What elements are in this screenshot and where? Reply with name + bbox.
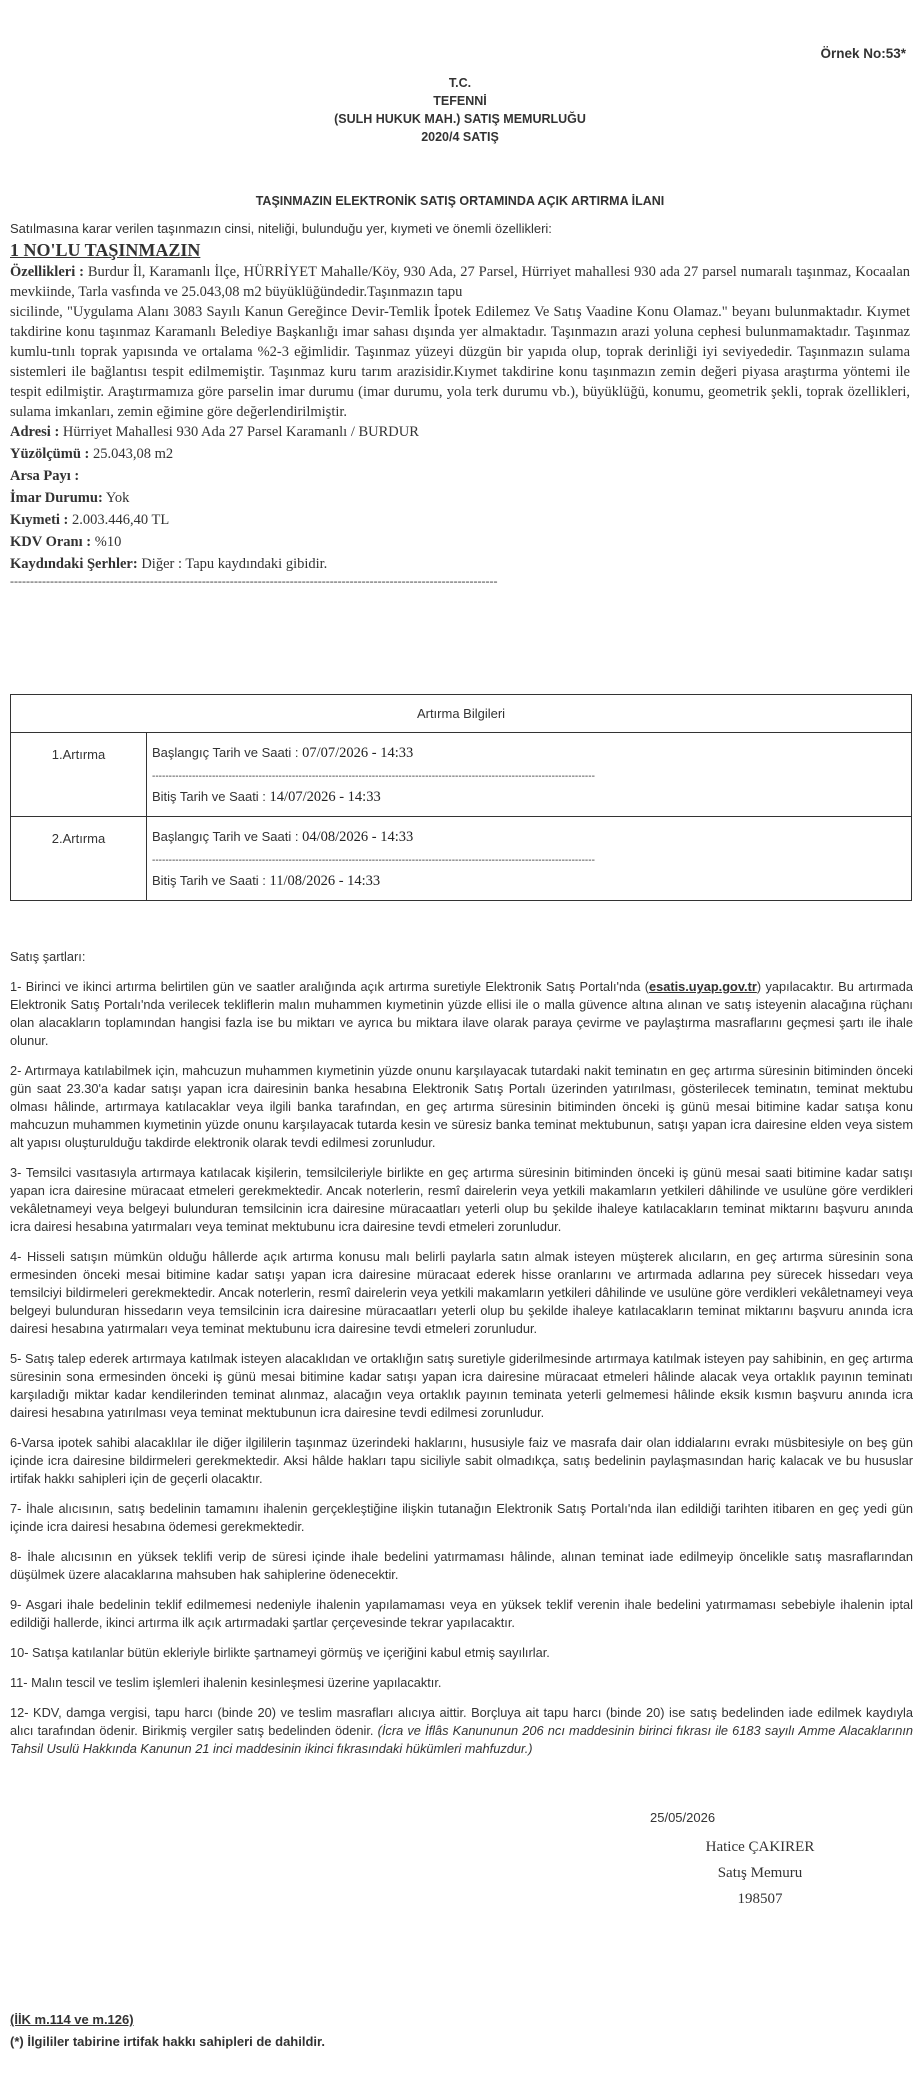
auction-end [152,789,907,806]
features-label: Özellikleri : [10,264,84,280]
signature-block [660,1834,860,1912]
auction-table [10,694,912,901]
auction-end-value: 14/07/2026 - 14:33 [269,789,381,805]
condition-10: 10- Satışa katılanlar bütün ekleriyle birlikte şartnameyi görmüş ve içeriğini kabul etmiş sayılırlar. [10,1645,550,1660]
condition-1-text-a: 1- Birinci ve ikinci artırma belirtilen gün ve saatler aralığında açık artırma suretiyle Elektronik Satış Portalı'nda ( [10,979,649,994]
vat-label: KDV Oranı : [10,534,92,550]
condition-1-text-b: ) yapılacaktır. Bu artırmada Elektronik Satış Portalı'nda verilecek tekliflerin malın muhammen kıymetinin yüzde ellisi ile o malla güvence altına alınan ve satış isteyenin alacağına rüçhanı olan alacakların toplamından hangisi fazla ise bu miktarı ve ayrıca bu miktara ilave olarak paraya çevirme ve paylaştırma masraflarını geçmesi şartı ile ihale olunur. [10,979,913,1048]
auction-dates [147,817,912,901]
esatis-link[interactable]: esatis.uyap.gov.tr [648,979,757,994]
intro-text: Satılmasına karar verilen taşınmazın cinsi, niteliği, bulunduğu yer, kıymeti ve önemli özellikleri: [10,221,552,236]
auction-dates [147,733,912,817]
sale-conditions [10,948,913,1770]
condition-12-text: 12- KDV, damga vergisi, tapu harcı (binde 20) ve teslim masrafları alıcıya aittir. Borçluya ait tapu harcı (binde 20) ise satış bedelinden iade edilmek kaydıyla alıcı tarafından ödenir. Birikmiş vergiler satış bedelinden ödenir. [10,1705,913,1738]
annotations-value: Diğer : Tapu kaydındaki gibidir. [141,556,328,572]
features-text-1: Burdur İl, Karamanlı İlçe, HÜRRİYET Mahalle/Köy, 930 Ada, 27 Parsel, Hürriyet mahallesi 930 ada 27 parsel numaralı taşınmaz, Kocaalan mevkiinde, Tarla vasfında ve 25.043,08 m2 büyüklüğündedir.Taşınmazın tapu [10,264,911,300]
header-office: (SULH HUKUK MAH.) SATIŞ MEMURLUĞU [334,112,586,126]
value-amount: 2.003.446,40 TL [72,512,170,528]
property-share [10,466,910,486]
notice-title: TAŞINMAZIN ELEKTRONİK SATIŞ ORTAMINDA AÇIK ARTIRMA İLANI [255,194,665,208]
condition-4: 4- Hisseli satışın mümkün olduğu hâllerde açık artırma konusu malı belirli paylarla satın almak isteyen müşterek alıcıların, en geç artırma süresinin sona ermesinden önceki mesai bitimine kadar satışı yapan icra dairesine müracaat ederek hisse oranlarını ve artırmada adlarına pey sürecek hissedarı veya temsilciyi bildirmeleri gerekmektedir. Ancak noterlerin, resmî dairelerin veya yetkili makamların yetkileri dâhilinde ve usulüne göre verdikleri vekâletnameyi veya belgeyi bulunduran hissedarın veya temsilcinin icra dairesine müracaatları yeterli olup bu şekilde ihaleye katılacakların teminat miktarını başvuru anında icra dairesi hesabına yatırmaları veya teminat mektubunu icra dairesine tevdi etmeleri zorunludur. [10,1249,913,1336]
auction-end-label: Bitiş Tarih ve Saati : [152,873,266,888]
auction-start-value: 04/08/2026 - 14:33 [302,829,414,845]
conditions-title: Satış şartları: [10,949,86,964]
property-area [10,444,910,464]
condition-1 [10,978,913,1050]
property-annotations [10,554,910,574]
auction-start-value: 07/07/2026 - 14:33 [302,745,414,761]
property-vat [10,532,910,552]
divider-dashes: -------------------------------------------------------------------------------------------------------------------------- [10,574,498,588]
condition-7: 7- İhale alıcısının, satış bedelinin tamamını ihalenin gerçekleştiğine ilişkin tutanağın Elektronik Satış Portalı'nda ilan edildiği tarihten itibaren en geç yedi gün içinde icra dairesi hesabına ödemesi gerekmektedir. [10,1501,913,1534]
property-heading: 1 NO'LU TAŞINMAZIN [10,240,201,260]
condition-12 [10,1704,913,1758]
auction-end [152,873,907,890]
signer-name: Hatice ÇAKIRER [705,1839,815,1855]
auction-table-header [11,695,912,733]
value-label: Kıymeti : [10,512,69,528]
auction-row [11,817,912,901]
auction-end-value: 11/08/2026 - 14:33 [269,873,381,889]
condition-2: 2- Artırmaya katılabilmek için, mahcuzun muhammen kıymetinin yüzde onunu karşılayacak tutardaki nakit teminatın en geç artırma süresinin bitiminden önceki gün saat 23.30'a kadar satışı yapan icra dairesinin banka hesabına Elektronik Satış Portalı üzerinden yatırılması, gösterilecek teminatın, teminat mektubu olması hâlinde, artırmaya katılacaklar veya ilgili banka tarafından, en geç artırma süresinin bitiminden önceki iş günü mesai bitimine kadar satışa konu mahcuzun muhammen kıymetinin yüzde onunu karşılayacak tutarda kesin ve süresiz banka teminat mektubunun, satışı yapan icra dairesine elden veya sistem alt yapısı oluşturulduğu takdirde elektronik olarak tevdi edilmesi zorunludur. [10,1063,913,1150]
signer-title: Satış Memuru [717,1865,803,1881]
auction-start [152,745,907,762]
document-header [0,74,920,146]
address-label: Adresi : [10,424,60,440]
vat-value: %10 [94,534,122,550]
area-value: 25.043,08 m2 [92,446,174,462]
auction-start [152,829,907,846]
auction-separator: ------------------------------------------------------------------------------------------------------------------------------------- [152,771,595,782]
condition-3: 3- Temsilci vasıtasıyla artırmaya katılacak kişilerin, temsilcileriyle birlikte en geç artırma süresinin bitiminden önceki iş günü mesai saati bitimine kadar satışı yapan icra dairesine müracaat etmeleri gerekmektedir. Ancak noterlerin, resmî dairelerin veya yetkili makamların yetkileri dâhilinde ve usulüne göre verdikleri vekâletnameyi veya belgeyi bulunduran temsilcinin icra dairesine müracaatları yeterli olup bu şekilde ihaleye katılacakların teminat miktarını başvuru anında icra dairesi hesabına yatırmaları veya teminat mektubunu icra dairesine tevdi etmeleri zorunludur. [10,1165,913,1234]
property-features [10,262,910,302]
zoning-label: İmar Durumu: [10,490,103,506]
address-value: Hürriyet Mahallesi 930 Ada 27 Parsel Karamanlı / BURDUR [62,424,419,440]
header-court: TEFENNİ [433,94,487,108]
notice-date: 25/05/2026 [650,1810,716,1825]
zoning-value: Yok [105,490,130,506]
header-tc: T.C. [448,76,472,90]
auction-end-label: Bitiş Tarih ve Saati : [152,789,266,804]
auction-start-label: Başlangıç Tarih ve Saati : [152,745,299,760]
auction-label: 2.Artırma [11,817,147,901]
condition-12-note: (İcra ve İflâs Kanununun 206 ncı maddesinin birinci fıkrası ile 6183 sayılı Amme Alacaklarının Tahsil Usulü Hakkında Kanunun 21 inci maddesinin ikinci fıkrasındaki hükümleri mahfuzdur.) [10,1723,913,1756]
ornek-no: Örnek No:53* [820,46,906,61]
area-label: Yüzölçümü : [10,446,90,462]
auction-start-label: Başlangıç Tarih ve Saati : [152,829,299,844]
footnote: (*) İlgililer tabirine irtifak hakkı sahipleri de dahildir. [10,2034,325,2049]
property-section [10,238,910,588]
law-reference: (İİK m.114 ve m.126) [10,2012,134,2027]
condition-9: 9- Asgari ihale bedelinin teklif edilmemesi nedeniyle ihalenin yapılamaması veya en yüksek teklif verenin ihale bedelini yatırmaması sebebiyle ihalenin iptal edildiği hallerde, ikinci artırma ilk açık artırmadaki şartlar çerçevesinde tekrar yapılacaktır. [10,1597,913,1630]
condition-5: 5- Satış talep ederek artırmaya katılmak isteyen alacaklıdan ve ortaklığın satış suretiyle giderilmesinde artırmaya katılmak isteyen pay sahibinin, en geç artırma süresinin sona ermesinden önceki iş günü mesai bitimine kadar satışı yapan icra dairesine müracaat etmeleri hâlinde alacak veya ortaklık payının teminatı karşıladığı miktar kadar kendilerinden teminat alınmaz, alacağın veya ortaklık payının teminata yeterli gelmemesi hâlinde eksik kısmın başvuru anında icra dairesi hesabına yatırılması veya teminat mektubunun icra dairesine tevdi edilmesi zorunludur. [10,1351,913,1420]
signer-number: 198507 [737,1891,783,1907]
condition-6: 6-Varsa ipotek sahibi alacaklılar ile diğer ilgililerin taşınmaz üzerindeki haklarını, hususiyle faiz ve masrafa dair olan iddialarını evrakı müsbitesiyle on beş gün içinde icra dairesine bildirmeleri gerekmektedir. Aksi hâlde hakları tapu siciliyle sabit olmadıkça, satış bedelinin paylaşmasından hariç kalacak ve bu hususlar irtifak hakkı sahipleri için de geçerli olacaktır. [10,1435,913,1486]
condition-8: 8- İhale alıcısının en yüksek teklifi verip de süresi içinde ihale bedelini yatırmaması hâlinde, alınan teminat iade edilmeyip öncelikle satış masraflarından düşülmek üzere alacaklarına mahsuben hak sahiplerine ödenecektir. [10,1549,913,1582]
share-label: Arsa Payı : [10,468,80,484]
auction-table-title: Artırma Bilgileri [11,695,912,733]
property-address [10,422,910,442]
header-file-no: 2020/4 SATIŞ [421,130,499,144]
property-features-cont: sicilinde, "Uygulama Alanı 3083 Sayılı Kanun Gereğince Devir-Temlik İpotek Edilemez Ve Satış Vaadine Konu Olamaz." beyanı bulunmaktadır. Kıymet takdirine konu taşınmaz Karamanlı Belediye Başkanlığı imar sahası dışında yer almaktadır. Taşınmazın arazi yoluna cephesi bulunmamaktadır. Taşınmaz kumlu-tınlı toprak yapısında ve ortalama %2-3 eğimlidir. Taşınmaz yüzeyi düzgün bir yapıda olup, toprak derinliği iyi seviyededir. Taşınmazın sulama sistemleri ile bağlantısı tespit edilmemiştir. Taşınmaz kuru tarım arazisidir.Kıymet takdirine konu taşınmazın zemin değeri piyasa araştırma yöntemi ile tespit edilmiştir. Araştırmamıza göre parselin imar durumu (imar durumu, yola terk durumu vb.), büyüklüğü, konumu, geometrik şekli, toprak özellikleri, sulama imkanları, zemin eğimine göre değerlendirilmiştir. [10,304,910,420]
auction-row [11,733,912,817]
condition-11: 11- Malın tescil ve teslim işlemleri ihalenin kesinleşmesi üzerine yapılacaktır. [10,1675,442,1690]
annotations-label: Kaydındaki Şerhler: [10,556,138,572]
auction-label: 1.Artırma [11,733,147,817]
property-zoning [10,488,910,508]
property-value [10,510,910,530]
auction-separator: ------------------------------------------------------------------------------------------------------------------------------------- [152,855,595,866]
